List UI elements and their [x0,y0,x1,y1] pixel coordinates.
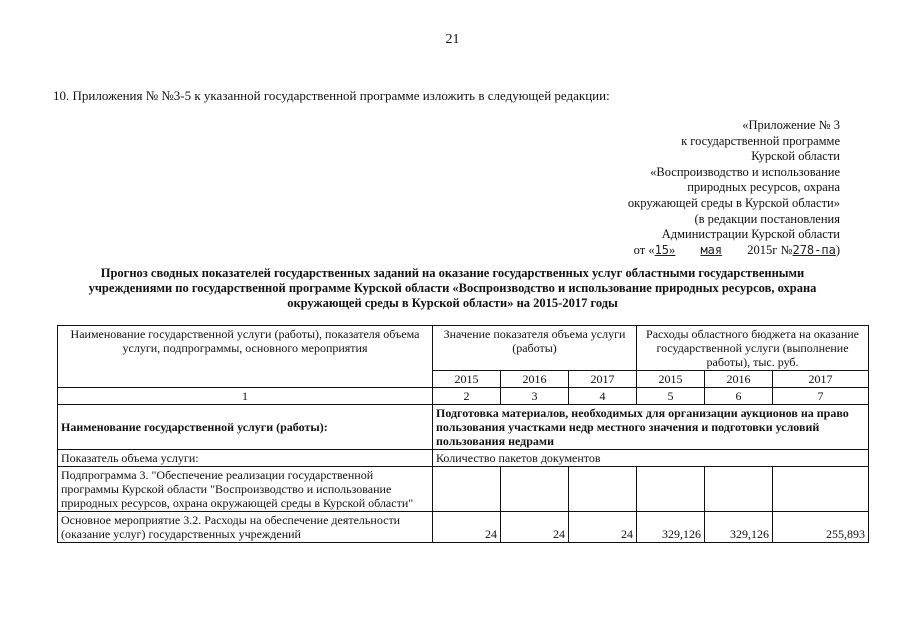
value-cell: 329,126 [705,512,773,543]
value-cell: 24 [569,512,637,543]
appendix-line: к государственной программе [681,133,840,148]
col-number: 6 [705,388,773,405]
year-cell: 2015 [637,371,705,388]
service-row [58,405,869,450]
activity-row [58,512,869,543]
forecast-table [57,325,869,543]
decree-number: 278-па [792,242,836,257]
empty-cell [569,467,637,512]
col-number: 4 [569,388,637,405]
year-cell: 2015 [433,371,501,388]
header-row [58,326,869,371]
appendix-line: «Воспроизводство и использование [650,164,840,179]
appendix-line: Курской области [751,149,840,164]
empty-cell [773,467,869,512]
appendix-line: окружающей среды в Курской области» [627,195,840,210]
value-cell: 329,126 [637,512,705,543]
date-prefix: от « [633,242,655,257]
activity-name: Основное мероприятие 3.2. Расходы на обеспечение деятельности (оказание услуг) государственных учреждений [58,512,433,543]
subprogram-row [58,467,869,512]
indicator-label: Показатель объема услуги: [58,450,433,467]
empty-cell [637,467,705,512]
date-month: мая [700,242,723,257]
header-name: Наименование государственной услуги (работы), показателя объема услуги, подпрограммы, основного мероприятия [58,326,433,388]
column-numbers-row [58,388,869,405]
empty-cell [705,467,773,512]
year-cell: 2017 [773,371,869,388]
col-number: 3 [501,388,569,405]
col-number: 7 [773,388,869,405]
appendix-line: Администрации Курской области [661,227,840,242]
indicator-row [58,450,869,467]
appendix-date-line: от «15» мая 2015г №278-па) [633,242,840,257]
intro-paragraph: 10. Приложения № №3-5 к указанной государственной программе изложить в следующей редакции: [53,88,610,103]
col-number: 2 [433,388,501,405]
value-cell: 255,893 [773,512,869,543]
value-cell: 24 [433,512,501,543]
indicator-value: Количество пакетов документов [433,450,869,467]
header-expense: Расходы областного бюджета на оказание государственной услуги (выполнение работы), тыс. руб. [637,326,869,371]
service-value: Подготовка материалов, необходимых для организации аукционов на право пользования участками недр местного значения и подготовки условий пользования недрами [433,405,869,450]
year-cell: 2017 [569,371,637,388]
service-label: Наименование государственной услуги (работы): [58,405,433,450]
appendix-line: «Приложение № 3 [742,118,840,132]
empty-cell [433,467,501,512]
date-mid: » [669,242,676,257]
date-year: 2015г № [747,242,793,257]
appendix-header [540,118,840,258]
date-day: 15 [654,242,670,257]
year-cell: 2016 [705,371,773,388]
appendix-line: природных ресурсов, охрана [687,180,840,195]
appendix-line: (в редакции постановления [694,211,840,226]
header-volume: Значение показателя объема услуги (работы) [433,326,637,371]
subprogram-name: Подпрограмма 3. "Обеспечение реализации государственной программы Курской области "Воспроизводство и использование природных ресурсов, охрана окружающей среды в Курской области" [58,467,433,512]
document-title: Прогноз сводных показателей государственных заданий на оказание государственных услуг областными государственными учреждениями по государственной программе Курской области «Воспроизводство и использование природных ресурсов, охрана окружающей среды в Курской области» на 2015-2017 годы [88,266,817,310]
year-cell: 2016 [501,371,569,388]
col-number: 5 [637,388,705,405]
empty-cell [501,467,569,512]
col-number: 1 [58,388,433,405]
value-cell: 24 [501,512,569,543]
page-number: 21 [445,32,460,47]
